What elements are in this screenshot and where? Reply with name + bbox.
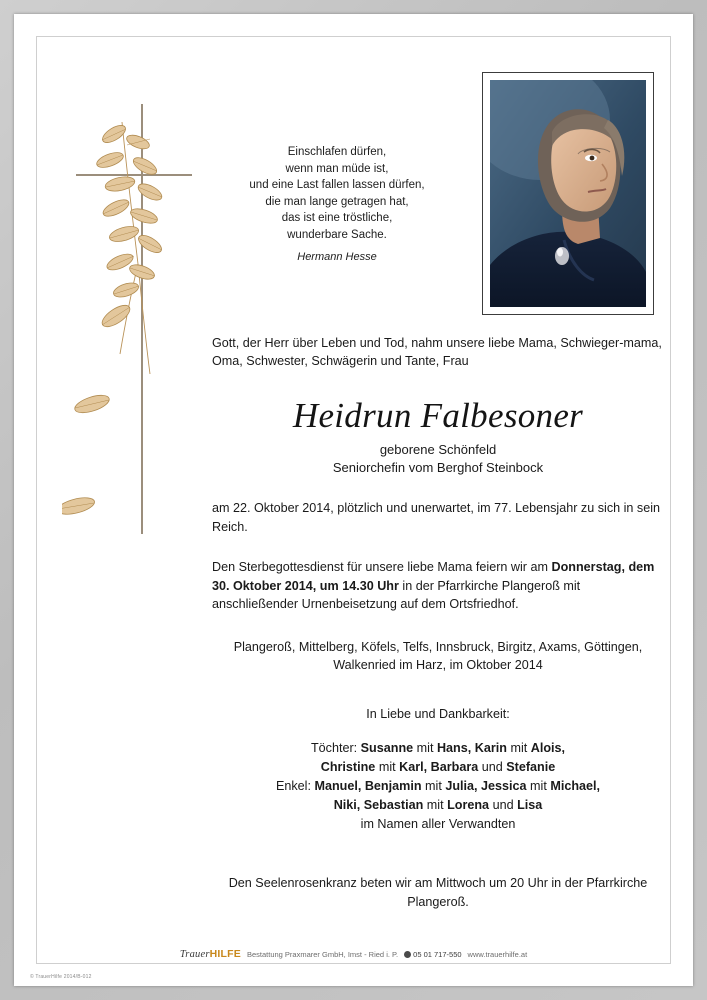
- service-suffix: in der Pfarrkirche Plangeroß mit anschließender Urnenbeisetzung auf dem Ortsfriedhof.: [212, 578, 581, 611]
- family-line-3: [212, 777, 664, 796]
- maiden-name: geborene Schönfeld: [379, 442, 497, 457]
- footer-bar: [14, 948, 693, 960]
- family-line-1: [212, 739, 664, 758]
- service-details: [212, 558, 664, 614]
- memorial-card: [14, 14, 693, 986]
- service-datetime: Donnerstag, dem 30. Oktober 2014, um 14.30 Uhr: [212, 560, 655, 593]
- family-name: Susanne: [360, 741, 414, 755]
- family-name: Hans, Karin: [436, 741, 507, 755]
- family-conjunction: mit: [375, 760, 400, 774]
- logo-trauer-text: Trauer: [179, 949, 210, 960]
- daughters-label: Töchter:: [310, 741, 361, 755]
- family-name: Christine: [320, 760, 376, 774]
- poem-line: und eine Last fallen lassen dürfen,: [249, 179, 425, 191]
- family-line-5: im Namen aller Verwandten: [360, 817, 516, 831]
- footer-company: Bestattung Praxmarer GmbH, Imst - Ried i. P.: [246, 949, 399, 959]
- phone-icon: [404, 951, 411, 958]
- footer-phone: [404, 950, 461, 959]
- family-conjunction: und: [478, 760, 507, 774]
- family-line-2: [212, 758, 664, 777]
- poem-line: Einschlafen dürfen,: [287, 146, 387, 158]
- cross-with-leaves-artwork: [62, 104, 212, 534]
- poem-line: wunderbare Sache.: [287, 228, 387, 241]
- family-conjunction: mit: [423, 798, 448, 812]
- portrait-photo: [490, 80, 646, 307]
- footer-phone-number: 05 01 717-550: [413, 949, 462, 959]
- portrait-photo-frame: [482, 72, 654, 315]
- trauerhilfe-logo: [180, 948, 241, 960]
- family-name: Manuel, Benjamin: [314, 779, 422, 793]
- family-conjunction: mit: [421, 779, 446, 793]
- family-conjunction: mit: [413, 741, 437, 755]
- deceased-name: Heidrun Falbesoner: [292, 396, 584, 435]
- family-name: Julia, Jessica: [445, 779, 527, 793]
- poem-line: die man lange getragen hat,: [265, 195, 409, 208]
- family-name: Stefanie: [506, 760, 556, 774]
- family-line-4: [212, 796, 664, 815]
- portrait-image: [490, 80, 646, 307]
- poem-line: das ist eine tröstliche,: [281, 212, 393, 224]
- family-list: [212, 739, 664, 834]
- family-name: Lisa: [517, 798, 543, 812]
- service-prefix: Den Sterbegottesdienst für unsere liebe Mama feiern wir am: [212, 560, 552, 574]
- print-code: © TrauerHilfe 2014/B-012: [30, 974, 92, 980]
- leaf-branch-icon: [62, 104, 212, 534]
- family-name: Alois,: [530, 741, 566, 755]
- death-details: am 22. Oktober 2014, plötzlich und unerwartet, im 77. Lebensjahr zu sich in sein Reich.: [212, 501, 661, 534]
- places-line: Plangeroß, Mittelberg, Köfels, Telfs, Innsbruck, Birgitz, Axams, Göttingen, Walkenried im Harz, im Oktober 2014: [233, 639, 643, 672]
- family-conjunction: und: [489, 798, 518, 812]
- family-conjunction: mit: [506, 741, 531, 755]
- family-name: Lorena: [447, 798, 490, 812]
- family-name: Michael,: [550, 779, 601, 793]
- logo-hilfe-text: HILFE: [209, 948, 241, 960]
- role-text: Seniorchefin vom Berghof Steinbock: [332, 460, 544, 475]
- poem-author: Hermann Hesse: [297, 251, 377, 263]
- obituary-body: [212, 334, 664, 911]
- gratitude-line: In Liebe und Dankbarkeit:: [366, 706, 510, 721]
- family-name: Karl, Barbara: [399, 760, 479, 774]
- intro-text: Gott, der Herr über Leben und Tod, nahm unsere liebe Mama, Schwieger-mama, Oma, Schwester, Schwägerin und Tante, Frau: [212, 336, 662, 368]
- family-conjunction: mit: [526, 779, 551, 793]
- poem-line: wenn man müde ist,: [285, 162, 389, 175]
- poem-block: [212, 144, 462, 266]
- grandchildren-label: Enkel:: [275, 779, 315, 793]
- rosary-line: Den Seelenrosenkranz beten wir am Mittwoch um 20 Uhr in der Pfarrkirche Plangeroß.: [228, 876, 648, 909]
- family-name: Niki, Sebastian: [333, 798, 424, 812]
- footer-website: www.trauerhilfe.at: [467, 949, 528, 959]
